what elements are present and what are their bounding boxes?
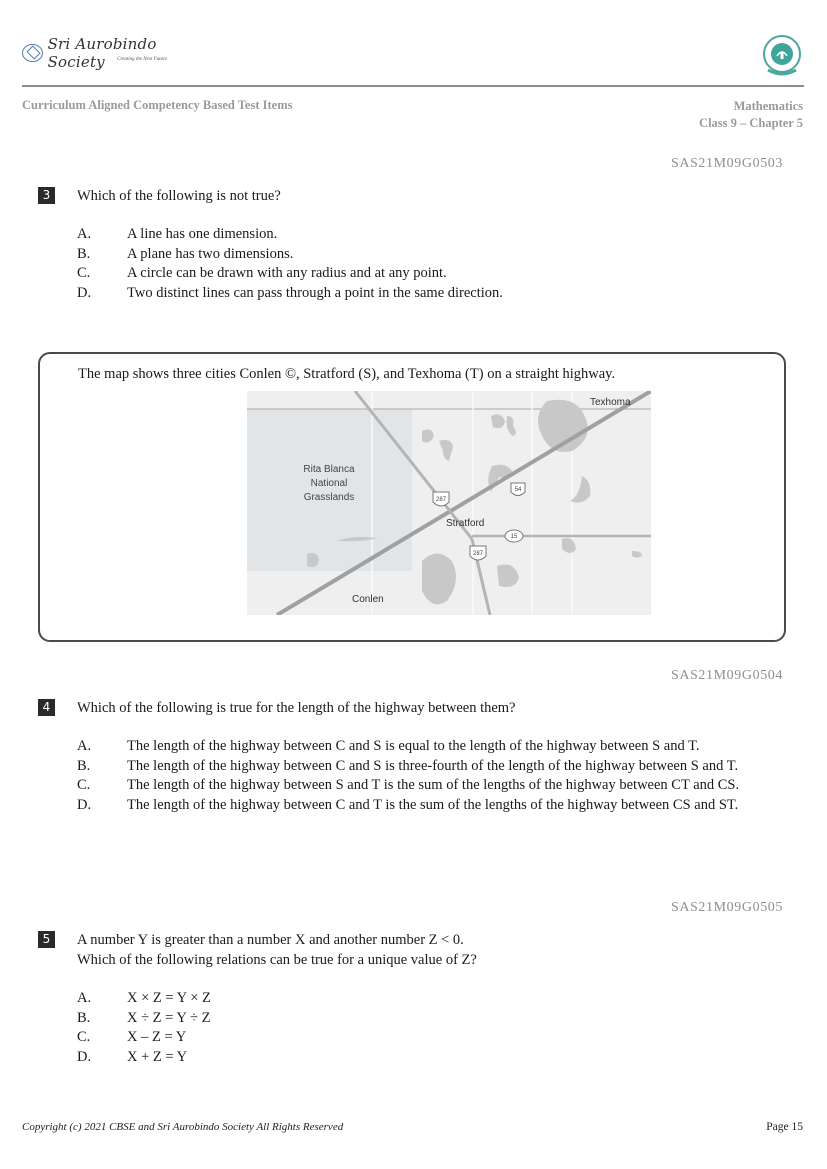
item-code: SAS21M09G0505 bbox=[670, 900, 783, 915]
option-letter: D. bbox=[77, 284, 92, 301]
question-text-line-1: A number Y is greater than a number X and another number Z < 0. bbox=[77, 932, 464, 948]
option-c bbox=[77, 1028, 784, 1048]
subject-info bbox=[699, 98, 803, 132]
logo-tagline: Creating the Next Future bbox=[117, 57, 168, 62]
svg-text:287: 287 bbox=[435, 497, 447, 503]
option-text: X ÷ Z = Y ÷ Z bbox=[127, 1009, 211, 1026]
option-letter: A. bbox=[77, 990, 92, 1006]
passage-text: The map shows three cities Conlen ©, Stratford (S), and Texhoma (T) on a straight highway. bbox=[78, 366, 616, 382]
header-divider bbox=[22, 85, 804, 87]
option-text: Two distinct lines can pass through a point in the same direction. bbox=[127, 284, 503, 301]
question-text-line-2: Which of the following relations can be true for a unique value of Z? bbox=[77, 952, 477, 968]
logo-text: Sri Aurobindo Society bbox=[47, 35, 157, 71]
svg-text:Rita Blanca: Rita Blanca bbox=[303, 464, 355, 475]
option-text: The length of the highway between S and T is the sum of the lengths of the highway between CT and CS. bbox=[127, 777, 740, 794]
page-number: Page 15 bbox=[766, 1121, 803, 1133]
option-text: A line has one dimension. bbox=[127, 226, 278, 242]
option-c bbox=[77, 264, 784, 284]
option-d bbox=[77, 284, 784, 304]
highway-map bbox=[247, 391, 651, 615]
option-letter: C. bbox=[77, 265, 91, 282]
option-letter: B. bbox=[77, 1009, 91, 1026]
options-list bbox=[77, 989, 784, 1067]
option-text: A plane has two dimensions. bbox=[127, 245, 294, 262]
option-b bbox=[77, 1009, 784, 1029]
svg-text:Stratford: Stratford bbox=[446, 518, 485, 529]
option-a bbox=[77, 737, 784, 757]
option-text: The length of the highway between C and T is the sum of the lengths of the highway between CS and ST. bbox=[127, 796, 739, 813]
item-code: SAS21M09G0504 bbox=[670, 668, 783, 683]
option-d bbox=[77, 796, 784, 816]
option-letter: C. bbox=[77, 1029, 91, 1046]
option-b bbox=[77, 757, 784, 777]
subject-label: Mathematics bbox=[733, 99, 803, 113]
svg-text:54: 54 bbox=[514, 487, 522, 493]
option-letter: D. bbox=[77, 796, 92, 813]
document-title: Curriculum Aligned Competency Based Test Items bbox=[22, 98, 293, 112]
svg-text:National: National bbox=[310, 478, 348, 489]
option-c bbox=[77, 776, 784, 796]
svg-text:Conlen: Conlen bbox=[352, 594, 384, 605]
option-text: X – Z = Y bbox=[127, 1029, 187, 1046]
option-letter: C. bbox=[77, 777, 91, 794]
question-text: Which of the following is not true? bbox=[77, 188, 281, 204]
option-letter: A. bbox=[77, 226, 92, 242]
sri-aurobindo-society-logo bbox=[22, 35, 192, 71]
option-a bbox=[77, 989, 784, 1009]
question-number-badge: 3 bbox=[38, 187, 55, 204]
option-text: The length of the highway between C and S is equal to the length of the highway between S and T. bbox=[127, 738, 700, 754]
option-letter: D. bbox=[77, 1048, 92, 1065]
option-letter: B. bbox=[77, 757, 91, 774]
question-number-badge: 4 bbox=[38, 699, 55, 716]
option-letter: A. bbox=[77, 738, 92, 754]
option-a bbox=[77, 225, 784, 245]
svg-text:Texhoma: Texhoma bbox=[590, 397, 631, 408]
option-letter: B. bbox=[77, 245, 91, 262]
item-code: SAS21M09G0503 bbox=[670, 156, 783, 171]
option-text: The length of the highway between C and S is three-fourth of the length of the highway between S and T. bbox=[127, 757, 739, 774]
question-text bbox=[77, 930, 477, 970]
option-d bbox=[77, 1048, 784, 1068]
option-text: X + Z = Y bbox=[127, 1048, 188, 1065]
option-text: A circle can be drawn with any radius and at any point. bbox=[127, 265, 447, 282]
copyright-notice: Copyright (c) 2021 CBSE and Sri Aurobindo Society All Rights Reserved bbox=[22, 1121, 344, 1133]
map-graphic bbox=[247, 391, 651, 615]
society-emblem-icon bbox=[22, 44, 43, 62]
svg-text:Grasslands: Grasslands bbox=[303, 492, 355, 503]
svg-text:15: 15 bbox=[510, 534, 518, 540]
option-b bbox=[77, 245, 784, 265]
question-number-badge: 5 bbox=[38, 931, 55, 948]
options-list bbox=[77, 737, 784, 815]
cbse-seal-icon bbox=[762, 34, 802, 80]
svg-text:287: 287 bbox=[472, 551, 484, 557]
question-text: Which of the following is true for the length of the highway between them? bbox=[77, 700, 516, 716]
options-list bbox=[77, 225, 784, 303]
class-chapter-label: Class 9 – Chapter 5 bbox=[699, 116, 803, 130]
option-text: X × Z = Y × Z bbox=[127, 990, 211, 1006]
